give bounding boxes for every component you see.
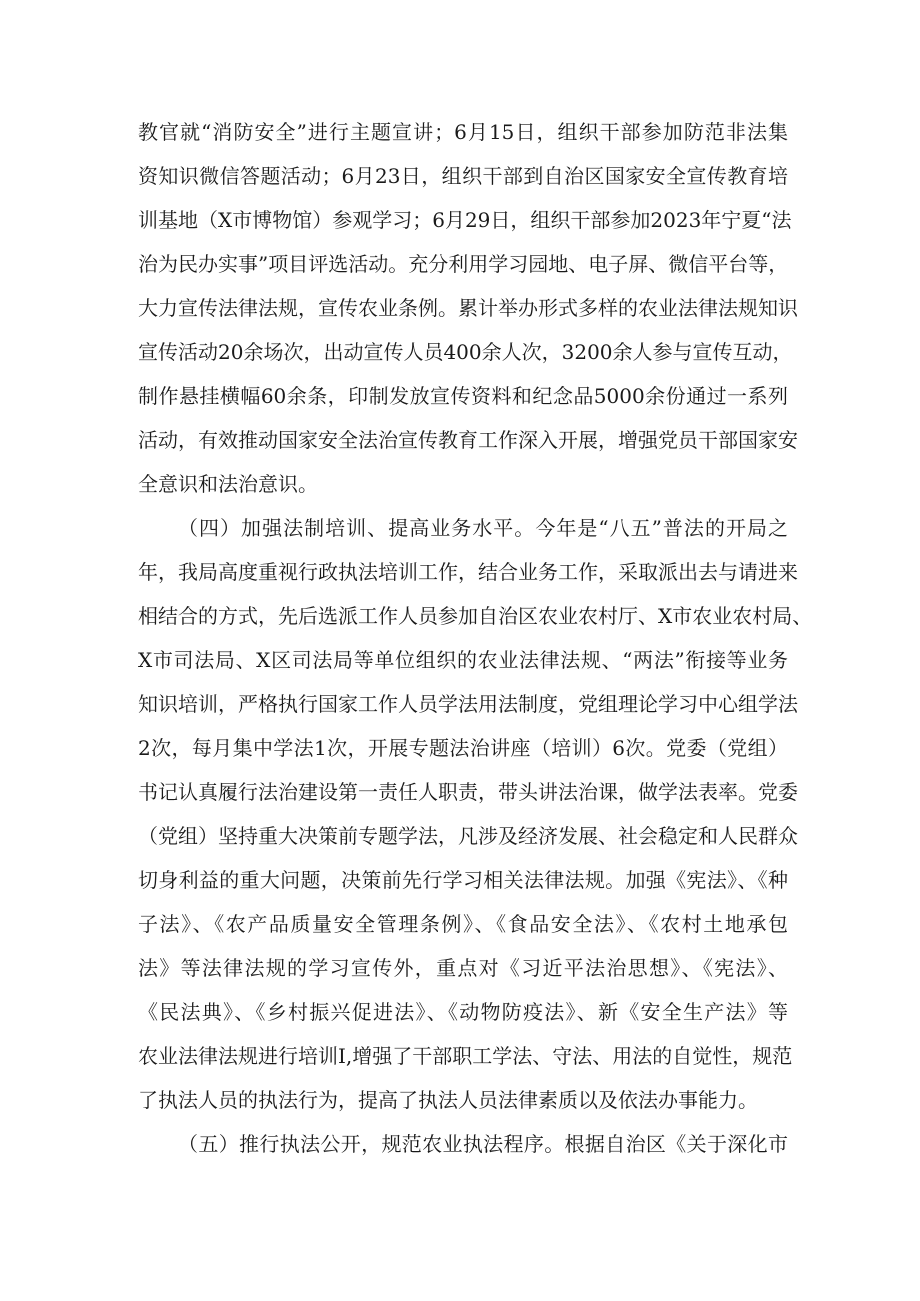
paragraph-line: 了执法人员的执法行为，提高了执法人员法律素质以及依法办事能力。 (138, 1088, 758, 1112)
paragraph-line: X市司法局、X区司法局等单位组织的农业法律法规、“两法”衔接等业务 (138, 648, 788, 672)
paragraph-line: 切身利益的重大问题，决策前先行学习相关法律法规。加强《宪法》、《种 (138, 868, 788, 892)
paragraph-line: 治为民办实事”项目评选活动。充分利用学习园地、电子屏、微信平台等， (138, 252, 789, 276)
paragraph-line: 大力宣传法律法规，宣传农业条例。累计举办形式多样的农业法律法规知识 (138, 296, 798, 320)
paragraph-line: 相结合的方式，先后选派工作人员参加自治区农业农村厅、X市农业农村局、 (138, 604, 813, 628)
paragraph-line: 制作悬挂横幅60余条，印制发放宣传资料和纪念品5000余份通过一系列 (138, 384, 788, 408)
paragraph-line: 子法》、《农产品质量安全管理条例》、《食品安全法》、《农村土地承包 (138, 912, 788, 936)
paragraph-line: （党组）坚持重大决策前专题学法，凡涉及经济发展、社会稳定和人民群众 (138, 824, 798, 848)
paragraph-line: 训基地（X市博物馆）参观学习；6月29日，组织干部参加2023年宁夏“法 (138, 208, 792, 232)
paragraph-line: 知识培训，严格执行国家工作人员学法用法制度，党组理论学习中心组学法 (138, 692, 798, 716)
paragraph-line: 活动，有效推动国家安全法治宣传教育工作深入开展，增强党员干部国家安 (138, 428, 798, 452)
paragraph-line: 《民法典》、《乡村振兴促进法》、《动物防疫法》、新《安全生产法》等 (138, 1000, 788, 1024)
paragraph-line: 农业法律法规进行培训I,增强了干部职工学法、守法、用法的自觉性，规范 (138, 1044, 793, 1068)
paragraph-line: 法》等法律法规的学习宣传外，重点对《习近平法治思想》、《宪法》、 (138, 956, 788, 980)
paragraph-line: 2次，每月集中学法1次，开展专题法治讲座（培训）6次。党委（党组） (138, 736, 788, 760)
section-heading-line: （四）加强法制培训、提高业务水平。今年是“八五”普法的开局之 (178, 516, 788, 540)
section-heading-line: （五）推行执法公开，规范农业执法程序。根据自治区《关于深化市 (178, 1132, 788, 1156)
paragraph-line: 全意识和法治意识。 (138, 472, 318, 496)
paragraph-line: 教官就“消防安全”进行主题宣讲；6月15日，组织干部参加防范非法集 (138, 120, 788, 144)
paragraph-line: 资知识微信答题活动；6月23日，组织干部到自治区国家安全宣传教育培 (138, 164, 788, 188)
paragraph-line: 宣传活动20余场次，出动宣传人员400余人次，3200余人参与宣传互动， (138, 340, 793, 364)
paragraph-line: 年，我局高度重视行政执法培训工作，结合业务工作，采取派出去与请进来 (138, 560, 798, 584)
paragraph-line: 书记认真履行法治建设第一责任人职责，带头讲法治课，做学法表率。党委 (138, 780, 798, 804)
